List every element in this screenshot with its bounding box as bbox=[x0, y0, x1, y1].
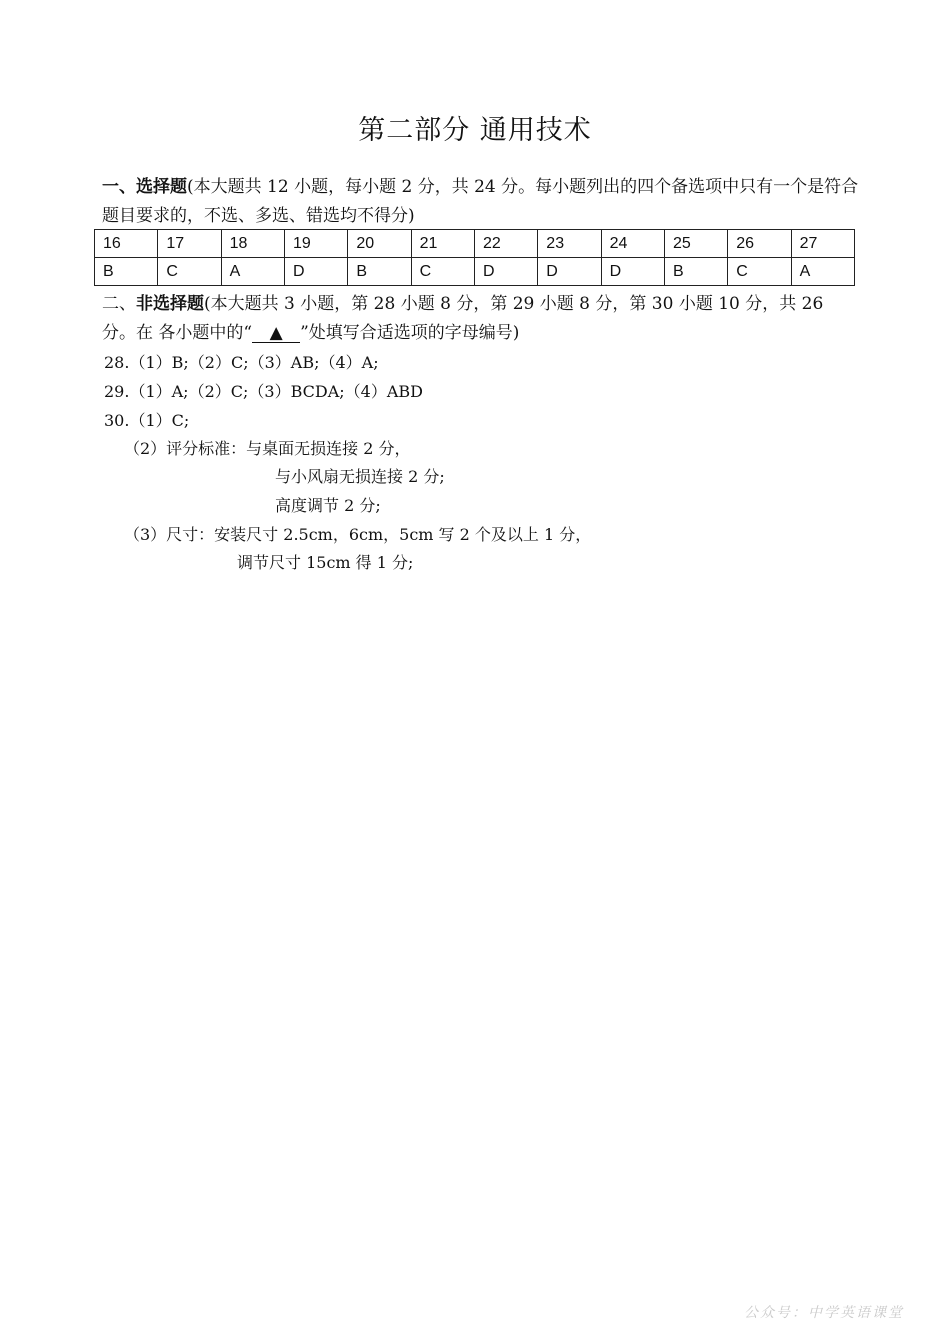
table-cell: D bbox=[284, 258, 347, 286]
table-cell: 23 bbox=[538, 230, 601, 258]
table-cell: 26 bbox=[728, 230, 791, 258]
table-cell: 24 bbox=[601, 230, 664, 258]
answer-q30-3a: （3）尺寸：安装尺寸 2.5cm，6cm，5cm 写 2 个及以上 1 分， bbox=[124, 525, 592, 544]
table-cell: C bbox=[158, 258, 221, 286]
section1-desc: (本大题共 12 小题，每小题 2 分，共 24 分。每小题列出的四个备选项中只有一个是符合题目要求的，不选、多选、错选均不得分) bbox=[102, 177, 859, 226]
table-cell: C bbox=[411, 258, 474, 286]
answer-q30-2a: （2）评分标准：与桌面无损连接 2 分， bbox=[124, 439, 411, 458]
table-cell: 25 bbox=[664, 230, 727, 258]
table-cell: 16 bbox=[95, 230, 158, 258]
table-cell: A bbox=[791, 258, 854, 286]
table-cell: 22 bbox=[474, 230, 537, 258]
section2-desc: (本大题共 3 小题，第 28 小题 8 分，第 29 小题 8 分，第 30 小题 10 分，共 26 分。在 各小题中的“ bbox=[102, 294, 824, 343]
answer-q30-2b: 与小风扇无损连接 2 分; bbox=[275, 467, 445, 486]
table-cell: 18 bbox=[221, 230, 284, 258]
table-cell: D bbox=[601, 258, 664, 286]
answer-q30-1: 30.（1）C; bbox=[104, 411, 190, 430]
table-cell: 19 bbox=[284, 230, 347, 258]
section2-intro bbox=[102, 290, 862, 348]
table-cell: 21 bbox=[411, 230, 474, 258]
table-row-answers bbox=[95, 258, 855, 286]
table-cell: 27 bbox=[791, 230, 854, 258]
section2-heading: 非选择题 bbox=[136, 294, 204, 314]
section1-intro bbox=[102, 173, 862, 231]
blank-triangle-icon: ▲ bbox=[252, 324, 300, 343]
page-title: 第二部分 通用技术 bbox=[358, 115, 592, 146]
answer-q29: 29.（1）A;（2）C;（3）BCDA;（4）ABD bbox=[104, 382, 423, 401]
answer-q30-2c: 高度调节 2 分; bbox=[275, 496, 381, 515]
table-cell: A bbox=[221, 258, 284, 286]
table-cell: B bbox=[348, 258, 411, 286]
answer-q30-3b: 调节尺寸 15cm 得 1 分; bbox=[237, 553, 414, 572]
section2-desc-end: ”处填写合适选项的字母编号) bbox=[300, 323, 520, 343]
table-cell: D bbox=[474, 258, 537, 286]
answer-q28: 28.（1）B;（2）C;（3）AB;（4）A; bbox=[104, 353, 379, 372]
section1-heading: 一、选择题 bbox=[102, 177, 187, 197]
table-cell: C bbox=[728, 258, 791, 286]
table-row-numbers bbox=[95, 230, 855, 258]
table-cell: D bbox=[538, 258, 601, 286]
table-cell: 20 bbox=[348, 230, 411, 258]
watermark: 公众号：中学英语课堂 bbox=[744, 1305, 904, 1321]
section2-prefix: 二、 bbox=[102, 294, 136, 314]
table-cell: 17 bbox=[158, 230, 221, 258]
table-cell: B bbox=[664, 258, 727, 286]
answer-table bbox=[94, 229, 855, 286]
table-cell: B bbox=[95, 258, 158, 286]
